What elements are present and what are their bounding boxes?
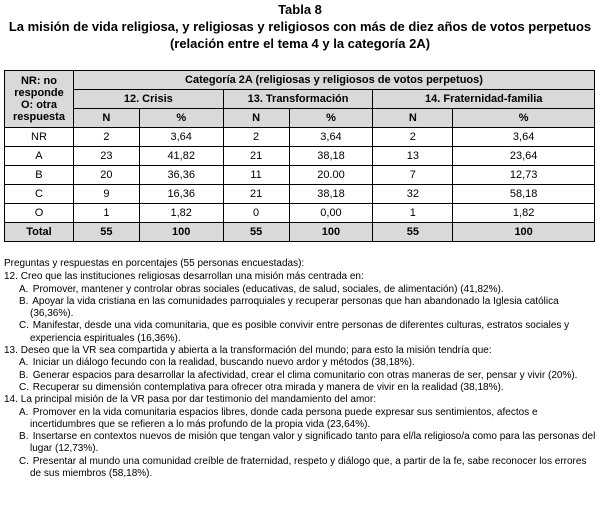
option-letter: C. bbox=[19, 320, 29, 332]
cell: 0 bbox=[223, 204, 289, 223]
legend-line: O: otra bbox=[20, 99, 57, 111]
question-number: 13. bbox=[4, 345, 18, 357]
question-12 bbox=[4, 271, 596, 345]
cell: 2 bbox=[223, 128, 289, 147]
cell: 32 bbox=[373, 185, 453, 204]
row-label: C bbox=[5, 185, 74, 204]
option bbox=[4, 456, 596, 481]
cell: 1 bbox=[73, 204, 139, 223]
option bbox=[4, 407, 596, 432]
table-subtitle: (relación entre el tema 4 y la categoría 2A) bbox=[169, 36, 431, 51]
cell: 11 bbox=[223, 166, 289, 185]
subheader-n: N bbox=[373, 109, 453, 128]
row-label: B bbox=[5, 166, 74, 185]
total-cell: 55 bbox=[73, 223, 139, 242]
cell: 3,64 bbox=[289, 128, 373, 147]
total-cell: 100 bbox=[289, 223, 373, 242]
option-letter: B. bbox=[19, 369, 29, 381]
option bbox=[4, 382, 596, 394]
table-title-block bbox=[0, 0, 600, 52]
table-row bbox=[5, 147, 595, 166]
total-row bbox=[5, 223, 595, 242]
option bbox=[4, 284, 596, 296]
option-letter: A. bbox=[19, 357, 29, 369]
total-cell: 55 bbox=[223, 223, 289, 242]
cell: 12,73 bbox=[453, 166, 595, 185]
option bbox=[4, 370, 596, 382]
cell: 21 bbox=[223, 185, 289, 204]
option-text: Promover, mantener y controlar obras sociales (educativas, de salud, sociales, de alimentación) (41,82%). bbox=[32, 283, 504, 295]
question-14 bbox=[4, 394, 596, 480]
table-row bbox=[5, 185, 595, 204]
option-text: Iniciar un diálogo fecundo con la realidad, buscando nuevo ardor y métodos (38,18%). bbox=[32, 357, 415, 369]
subheader-percent: % bbox=[453, 109, 595, 128]
notes-section bbox=[4, 258, 596, 480]
cell: 58,18 bbox=[453, 185, 595, 204]
option-letter: C. bbox=[19, 455, 29, 467]
question-text: Deseo que la VR sea compartida y abierta a la transformación del mundo; para esto la misión tendría que: bbox=[20, 345, 492, 357]
option-letter: B. bbox=[19, 295, 29, 307]
question-number: 12. bbox=[4, 271, 18, 283]
cell: 1,82 bbox=[139, 204, 223, 223]
option-text: Recuperar su dimensión contemplativa para ofrecer otra mirada y manera de vivir en la realidad (38,18%). bbox=[32, 381, 504, 393]
cell: 7 bbox=[373, 166, 453, 185]
option bbox=[4, 320, 596, 345]
table-number: Tabla 8 bbox=[278, 2, 322, 17]
option-text: Generar espacios para desarrollar la afectividad, crear el clima comunitario con otras maneras de ser, pensar y vivir (20%). bbox=[32, 369, 578, 381]
cell: 13 bbox=[373, 147, 453, 166]
option-text: Apoyar la vida cristiana en las comunidades parroquiales y recuperar personas que han abandonado la Iglesia católica (36,36%). bbox=[30, 295, 559, 320]
data-table bbox=[4, 70, 595, 242]
notes-intro: Preguntas y respuestas en porcentajes (55 personas encuestadas): bbox=[4, 258, 305, 269]
row-label: NR bbox=[5, 128, 74, 147]
cell: 23 bbox=[73, 147, 139, 166]
total-cell: 100 bbox=[453, 223, 595, 242]
table-row bbox=[5, 166, 595, 185]
cell: 1 bbox=[373, 204, 453, 223]
cell: 2 bbox=[373, 128, 453, 147]
table-row bbox=[5, 204, 595, 223]
cell: 2 bbox=[73, 128, 139, 147]
cell: 21 bbox=[223, 147, 289, 166]
cell: 38,18 bbox=[289, 185, 373, 204]
question-number: 14. bbox=[4, 394, 18, 406]
cell: 41,82 bbox=[139, 147, 223, 166]
option-letter: A. bbox=[19, 283, 29, 295]
cell: 1,82 bbox=[453, 204, 595, 223]
legend-cell bbox=[5, 71, 74, 128]
option-letter: A. bbox=[19, 406, 29, 418]
group-header-crisis: 12. Crisis bbox=[73, 90, 223, 109]
cell: 20 bbox=[73, 166, 139, 185]
cell: 3,64 bbox=[139, 128, 223, 147]
option-letter: C. bbox=[19, 381, 29, 393]
subheader-percent: % bbox=[139, 109, 223, 128]
table-title: La misión de vida religiosa, y religiosas y religiosos con más de diez años de votos perpetuos bbox=[8, 19, 592, 34]
cell: 38,18 bbox=[289, 147, 373, 166]
cell: 23,64 bbox=[453, 147, 595, 166]
cell: 9 bbox=[73, 185, 139, 204]
question-text: La principal misión de la VR pasa por dar testimonio del mandamiento del amor: bbox=[20, 394, 376, 406]
legend-line: respuesta bbox=[12, 111, 65, 123]
cell: 36,36 bbox=[139, 166, 223, 185]
option-text: Insertarse en contextos nuevos de misión que tengan valor y significado tanto para el/la religioso/a como para las personas del lugar (12,73%). bbox=[30, 431, 596, 455]
question-13 bbox=[4, 345, 596, 394]
table-row bbox=[5, 128, 595, 147]
row-label: A bbox=[5, 147, 74, 166]
row-label: O bbox=[5, 204, 74, 223]
option-text: Manifestar, desde una vida comunitaria, que es posible convivir entre personas de diferentes culturas, estratos sociales y experiencia espirituales (16,36%). bbox=[30, 320, 570, 344]
subheader-n: N bbox=[73, 109, 139, 128]
option bbox=[4, 357, 596, 369]
option-text: Promover en la vida comunitaria espacios libres, donde cada persona puede expresar sus sentimientos, afectos e incertidumbres que se refieren a lo más profundo de la propia vida (23,64%). bbox=[30, 406, 538, 430]
option-letter: B. bbox=[19, 431, 29, 443]
total-label: Total bbox=[5, 223, 74, 242]
option-text: Presentar al mundo una comunidad creíble de fraternidad, respeto y diálogo que, a partir de la fe, sabe reconocer los errores de sus miembros (58,18%). bbox=[30, 455, 587, 480]
option bbox=[4, 431, 596, 456]
total-cell: 100 bbox=[139, 223, 223, 242]
category-header: Categoría 2A (religiosas y religiosos de votos perpetuos) bbox=[73, 71, 594, 90]
legend-line: NR: no bbox=[20, 75, 57, 87]
cell: 0,00 bbox=[289, 204, 373, 223]
subheader-percent: % bbox=[289, 109, 373, 128]
group-header-transformacion: 13. Transformación bbox=[223, 90, 373, 109]
cell: 20.00 bbox=[289, 166, 373, 185]
cell: 16,36 bbox=[139, 185, 223, 204]
option bbox=[4, 296, 596, 321]
question-text: Creo que las instituciones religiosas desarrollan una misión más centrada en: bbox=[20, 271, 364, 283]
group-header-fraternidad: 14. Fraternidad-familia bbox=[373, 90, 595, 109]
legend-line: responde bbox=[14, 87, 64, 99]
total-cell: 55 bbox=[373, 223, 453, 242]
cell: 3,64 bbox=[453, 128, 595, 147]
subheader-n: N bbox=[223, 109, 289, 128]
